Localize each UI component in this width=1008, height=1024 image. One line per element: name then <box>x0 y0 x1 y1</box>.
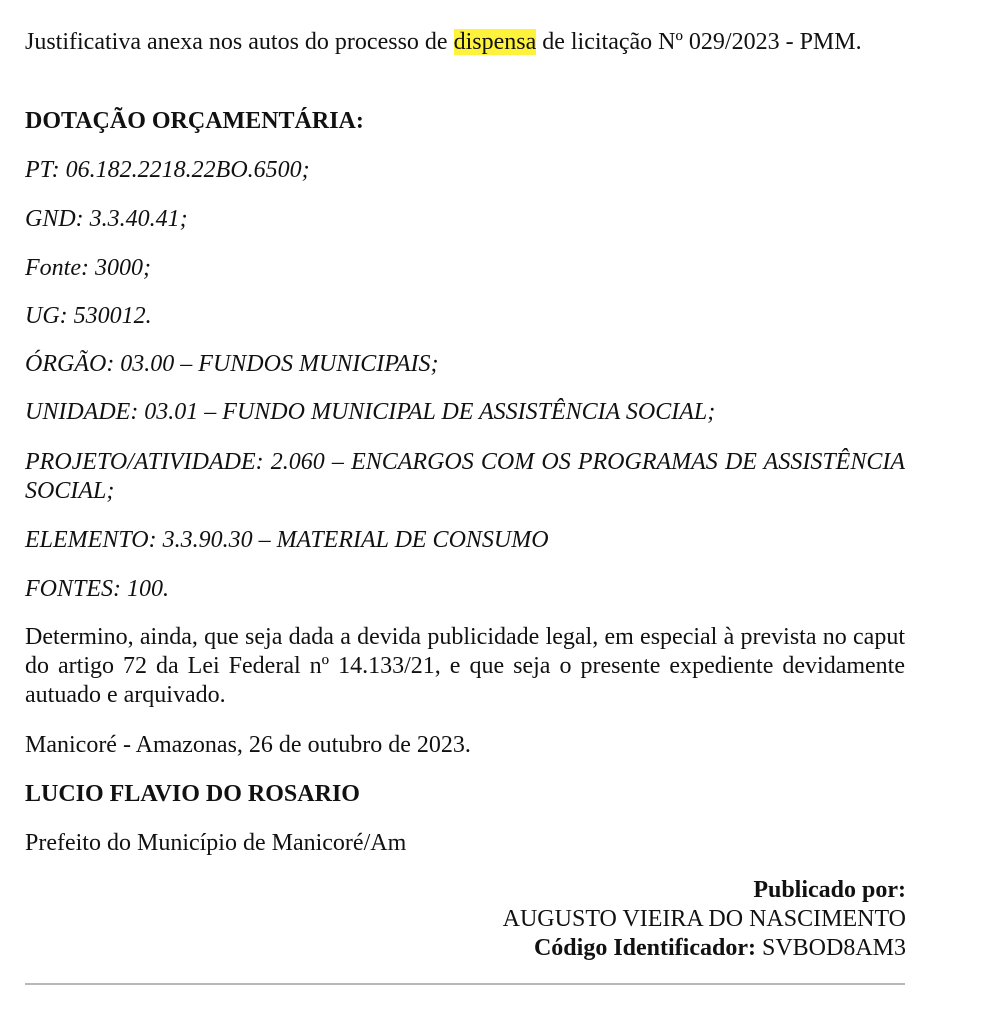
dotacao-unidade: UNIDADE: 03.01 – FUNDO MUNICIPAL DE ASSISTÊNCIA SOCIAL; <box>25 399 716 425</box>
dotacao-heading: DOTAÇÃO ORÇAMENTÁRIA: <box>25 108 364 134</box>
published-by-label: Publicado por: <box>753 877 906 903</box>
intro-text-before: Justificativa anexa nos autos do processo de <box>25 29 454 55</box>
publication-block <box>306 876 906 963</box>
dotacao-elemento: ELEMENTO: 3.3.90.30 – MATERIAL DE CONSUMO <box>25 527 549 553</box>
publisher-name: AUGUSTO VIEIRA DO NASCIMENTO <box>502 906 906 932</box>
determino-paragraph: Determino, ainda, que seja dada a devida publicidade legal, em especial à prevista no caput do artigo 72 da Lei Federal nº 14.133/21, e que seja o presente expediente devidamente autuado e arquivado. <box>25 624 905 708</box>
bottom-divider <box>25 983 905 985</box>
dotacao-orgao: ÓRGÃO: 03.00 – FUNDOS MUNICIPAIS; <box>25 351 439 377</box>
identifier-code: SVBOD8AM3 <box>761 935 906 961</box>
place-date: Manicoré - Amazonas, 26 de outubro de 2023. <box>25 732 471 758</box>
dotacao-gnd: GND: 3.3.40.41; <box>25 206 188 232</box>
dotacao-pt: PT: 06.182.2218.22BO.6500; <box>25 157 310 183</box>
dotacao-ug: UG: 530012. <box>25 303 152 329</box>
identifier-label: Código Identificador: <box>533 935 756 961</box>
dotacao-fonte: Fonte: 3000; <box>25 255 151 281</box>
highlighted-term: dispensa <box>453 29 537 55</box>
signer-name: LUCIO FLAVIO DO ROSARIO <box>25 781 360 807</box>
signer-title: Prefeito do Município de Manicoré/Am <box>25 830 407 856</box>
dotacao-projeto: PROJETO/ATIVIDADE: 2.060 – ENCARGOS COM OS PROGRAMAS DE ASSISTÊNCIA SOCIAL; <box>25 449 905 504</box>
dotacao-fontes: FONTES: 100. <box>25 576 169 602</box>
intro-paragraph <box>25 28 905 57</box>
identifier-line <box>306 934 906 963</box>
intro-text-after: de licitação Nº 029/2023 - PMM. <box>536 29 862 55</box>
